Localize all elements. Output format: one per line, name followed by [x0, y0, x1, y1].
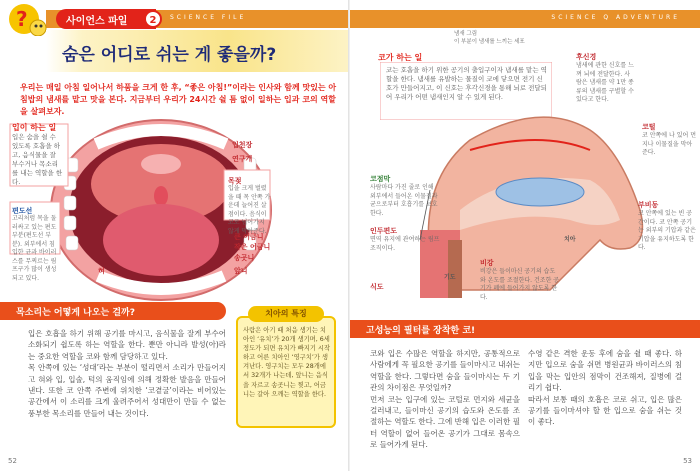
section-tag [56, 9, 156, 29]
uvula-desc: 입을 크게 벌렸을 때 목 안쪽 가운데 늘어진 살점이다. 음식이 코로 넘어가지 않게 막아준다. [228, 185, 271, 235]
right-body-col1: 코와 입은 수많은 역할을 하지만, 공통적으로 사람에게 꼭 필요한 공기를 들이마시고 내쉬는 역할을 한다. 그렇다면 숨을 들이마시는 두 기관의 차이점은 무엇일까? 먼저 코는 입구에 있는 코털로 먼지와 세균을 걸러내고, 들이마신 공기의 습도와 온도를 조절하는 역할도 한다. 그에 반해 입은 이러한 필터 역할이 없어 들어온 공기가 그대로 몸속으로 들어가게 된다. [370, 349, 520, 450]
legend-item-2: 이 부분이 냄새를 느끼는 세포 [454, 39, 525, 45]
section-tag-label: 사이언스 파일 [66, 16, 128, 27]
label-mucus: 코점막 [370, 175, 391, 183]
olfactory-desc: 냄새에 관한 신호를 느껴 뇌에 전달한다. 사람은 냄새를 약 1만 종류의 냄새를 구별할 수 있다고 한다. [576, 62, 634, 103]
mascot-logo-icon [4, 2, 50, 36]
right-page [350, 0, 700, 471]
label-olfactory: 후신경 [576, 53, 597, 61]
section-body: 입은 호흡을 하기 위해 공기를 마시고, 음식물을 잘게 부수어 소화되기 쉽도록 하는 역할을 한다. 뿐만 아니라 발성(아)라는 중요한 역할을 코와 함께 담당하고 있다. 목 안쪽에 있는 ‘성대’라는 부분이 떨리면서 소리가 만들어지고 혀와 입, 입술, 턱의 움직임에 의해 정확한 발음을 만들어 낸다. 또한 코 안쪽 주변에 위치한 ‘코곁굴’이라는 비어있는 공간에서 이 소리를 크게 울려주어서 성대만이 만들 수 없는 풍부한 목소리를 만들어 내는 것이다. [28, 329, 226, 418]
label-palate: 입천장 [232, 141, 253, 149]
label-big-molar: 큰 어금니 [234, 233, 264, 241]
sinus-desc: 코 안쪽에 있는 빈 공간이다. 코 안쪽 공기는 외부의 기압과 같은 기압을 유지하도록 한다. [638, 210, 696, 251]
label-small-molar: 작은 어금니 [234, 243, 271, 251]
page-number-right: 53 [683, 457, 692, 465]
kiolli-desc: 코 안쪽에 나 있어 먼지나 이물질을 막아준다. [642, 132, 696, 156]
nose-role-text: 코는 호흡을 하기 위한 공기의 출입구이자 냄새를 맡는 역할을 한다. 냄새를 유발하는 물질이 코에 닿으면 전기 신호가 만들어지고, 이 신호는 후각신경을 통해 뇌로 전달되어 우리가 어떤 냄새인지 알 수 있게 된다. [386, 66, 547, 101]
label-pyeondo: 편도선 [12, 207, 33, 215]
note-body: 사람은 아기 때 처음 생기는 치아인 ‘유치’가 20개 생기며, 6세 정도가 되면 유치가 빠지기 시작하고 어른 치아인 ‘영구치’가 생겨난다. 영구치는 모두 28개에서 32개가 나는데, 앞니는 음식을 자르고 송곳니는 찢고, 어금니는 갈아 으깨는 역할을 한다. [243, 327, 331, 398]
label-trachea: 기도 [444, 274, 456, 281]
label-nasal-cavity: 비강 [480, 259, 494, 267]
label-chiak: 치아 [564, 236, 576, 243]
svg-text:?: ? [16, 7, 28, 31]
right-section-heading: 고성능의 필터를 장착한 코! [366, 326, 476, 336]
label-canine: 송곳니 [234, 254, 255, 262]
label-adenoid: 인두편도 [370, 227, 398, 235]
page-title: 숨은 어디로 쉬는 게 좋을까? [62, 45, 277, 65]
label-throat: 목젖 [228, 177, 242, 185]
nose-role-title: 코가 하는 일 [378, 53, 423, 62]
label-uvula: 연구개 [232, 155, 253, 163]
label-front-teeth: 앞니 [234, 267, 248, 275]
label-kiolli: 코털 [642, 123, 656, 131]
label-sinus: 부비동 [638, 201, 659, 209]
adenoid-desc: 면역 유지에 관여하는 림프 조직이다. [370, 236, 440, 252]
page-number-left: 52 [8, 457, 17, 465]
nasal-cavity-desc: 비강은 들이마신 공기의 습도와 온도를 조절한다. 건조한 공기가 폐에 들어가지 않도록 한다. [480, 268, 560, 301]
label-tongue: 혀 [98, 267, 105, 275]
mouth-role-title: 입이 하는 일 [12, 123, 57, 132]
mouth-role-text: 입은 숨을 쉴 수 있도록 호흡을 하고, 음식물을 잘 부수거나 목소리를 내는 역할을 한다. [12, 133, 63, 186]
intro-text: 우리는 매일 아침 일어나서 하품을 크게 한 후, “좋은 아침!”이라는 인사와 함께 맛있는 아침밥의 냄새를 맡고 맛을 본다. 지금부터 우리가 24시간 쉴 틈 없이 일하는 입과 코의 역할을 살펴보자. [20, 83, 337, 116]
mucus-desc: 사람마다 가진 줄로 인해 외부에서 들어온 이물질과 균으로부터 호흡기를 보호한다. [370, 184, 438, 217]
section-heading-bar [0, 302, 226, 320]
legend [454, 30, 525, 46]
right-section-heading-bar [350, 320, 700, 338]
label-esophagus: 식도 [370, 283, 384, 291]
section-heading: 목소리는 어떻게 나오는 걸까? [16, 308, 135, 318]
note-title: 치아의 특징 [248, 306, 324, 322]
section-number: 2 [144, 10, 162, 28]
right-body-col2: 수영 같은 격한 운동 후에 숨을 쉴 때 좋다. 하지만 입으로 숨을 쉬면 병원균과 바이러스의 침입을 막는 입안의 점막이 건조해져, 질병에 걸리기 쉽다. 따라서 보통 때의 호흡은 코로 쉬고, 입은 많은 공기를 들이마셔야 할 한 입으로 숨을 쉬는 것이 좋다. [528, 349, 682, 427]
legend-item-1: 냄새 그림 [454, 31, 478, 37]
pyeondo-desc: 고리처럼 목을 둘러싸고 있는 편도 부분(편도선 부분). 외부에서 침입한 균과 바이러스를 무찌르는 림프구가 많이 생성되고 있다. [12, 215, 57, 282]
header-label-right: SCIENCE Q ADVENTURE [551, 14, 680, 21]
header-label: SCIENCE FILE [170, 14, 247, 21]
